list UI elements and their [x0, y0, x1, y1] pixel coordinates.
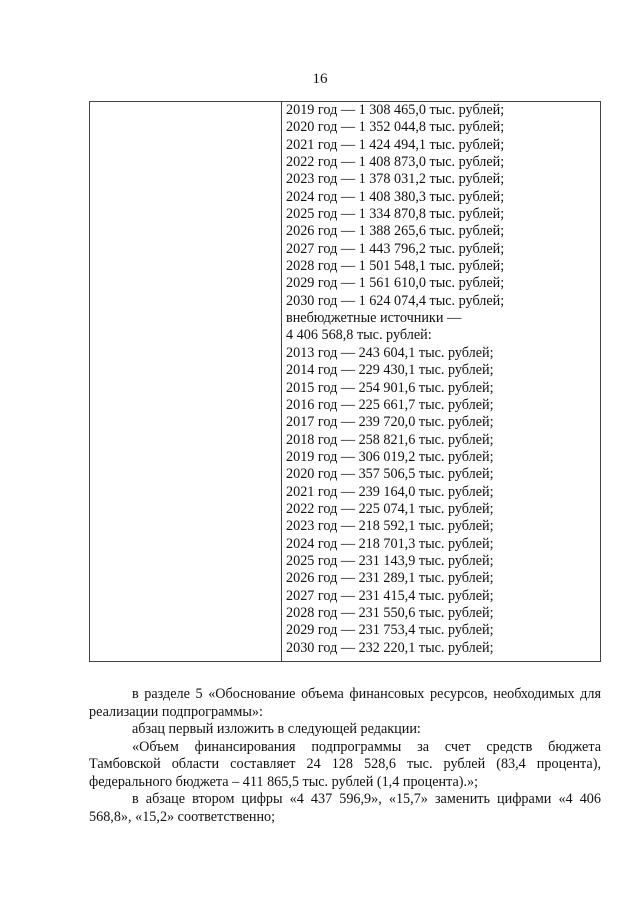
paragraph-instruction: абзац первый изложить в следующей редакции: [132, 721, 421, 737]
table-line: 2026 год — 1 388 265,6 тыс. рублей; [286, 223, 505, 240]
table-line: 2021 год — 1 424 494,1 тыс. рублей; [286, 136, 505, 153]
table-line: 2025 год — 231 143,9 тыс. рублей; [286, 552, 494, 569]
table-line: 2025 год — 1 334 870,8 тыс. рублей; [286, 206, 505, 223]
table-line: 2030 год — 1 624 074,4 тыс. рублей; [286, 292, 505, 309]
table-line: 2022 год — 1 408 873,0 тыс. рублей; [286, 154, 505, 171]
table-line: 2017 год — 239 720,0 тыс. рублей; [286, 414, 494, 431]
body-text [89, 686, 601, 826]
table-line: 2027 год — 231 415,4 тыс. рублей; [286, 587, 494, 604]
table-line: 2029 год — 1 561 610,0 тыс. рублей; [286, 275, 505, 292]
table-line: 2020 год — 1 352 044,8 тыс. рублей; [286, 119, 505, 136]
paragraph-quote: «Объем финансирования подпрограммы за счет средств бюджета Тамбовской области составляет 24 128 528,6 тыс. рублей (83,4 процента), федерального бюджета – 411 865,5 тыс. рублей (1,4 процента).»; [89, 738, 601, 790]
funding-table [89, 101, 601, 662]
table-line: 2023 год — 218 592,1 тыс. рублей; [286, 518, 494, 535]
table-left-cell [90, 102, 282, 661]
table-line: 2015 год — 254 901,6 тыс. рублей; [286, 379, 494, 396]
table-line: 2020 год — 357 506,5 тыс. рублей; [286, 466, 494, 483]
table-line: 4 406 568,8 тыс. рублей: [286, 327, 432, 344]
table-line: 2028 год — 231 550,6 тыс. рублей; [286, 604, 494, 621]
table-line: 2019 год — 306 019,2 тыс. рублей; [286, 448, 494, 465]
table-line: 2013 год — 243 604,1 тыс. рублей; [286, 344, 494, 361]
table-line: 2024 год — 1 408 380,3 тыс. рублей; [286, 188, 505, 205]
table-line: 2029 год — 231 753,4 тыс. рублей; [286, 622, 494, 639]
table-line: 2024 год — 218 701,3 тыс. рублей; [286, 535, 494, 552]
table-right-cell [282, 102, 600, 661]
table-line: 2018 год — 258 821,6 тыс. рублей; [286, 431, 494, 448]
table-line: 2021 год — 239 164,0 тыс. рублей; [286, 483, 494, 500]
page-number: 16 [312, 71, 328, 87]
table-line: 2030 год — 232 220,1 тыс. рублей; [286, 639, 494, 656]
paragraph-replacement: в абзаце втором цифры «4 437 596,9», «15,7» заменить цифрами «4 406 568,8», «15,2» соответственно; [89, 791, 601, 825]
table-line: 2026 год — 231 289,1 тыс. рублей; [286, 570, 494, 587]
table-line: 2022 год — 225 074,1 тыс. рублей; [286, 500, 494, 517]
table-line: внебюджетные источники — [286, 310, 462, 327]
table-line: 2016 год — 225 661,7 тыс. рублей; [286, 396, 494, 413]
table-line: 2028 год — 1 501 548,1 тыс. рублей; [286, 258, 505, 275]
paragraph-section-5: в разделе 5 «Обоснование объема финансовых ресурсов, необходимых для реализации подпрограммы»: [89, 686, 601, 720]
table-line: 2027 год — 1 443 796,2 тыс. рублей; [286, 240, 505, 257]
table-line: 2023 год — 1 378 031,2 тыс. рублей; [286, 171, 505, 188]
table-line: 2019 год — 1 308 465,0 тыс. рублей; [286, 102, 505, 118]
table-line: 2014 год — 229 430,1 тыс. рублей; [286, 362, 494, 379]
